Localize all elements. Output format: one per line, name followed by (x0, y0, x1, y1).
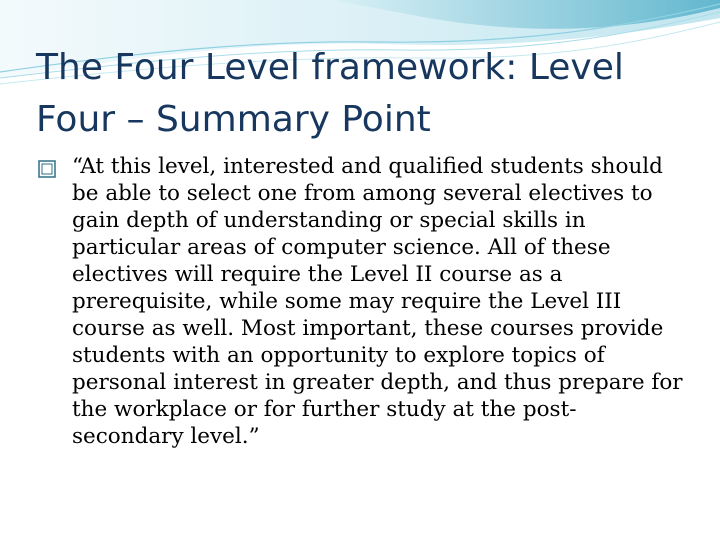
slide-title: The Four Level framework: Level Four – Summary Point (36, 47, 624, 140)
replacement-char-icon (38, 160, 64, 178)
bullet-point (38, 153, 688, 450)
body-quote-text: “At this level, interested and qualified students should be able to select one from among several electives to gain depth of understanding or special skills in particular areas of computer science. All of these electives will require the Level II course as a prerequisite, while some may require the Level III course as well. Most important, these courses provide students with an opportunity to explore topics of personal interest in greater depth, and thus prepare for the workplace or for further study at the post-secondary level.” (72, 154, 683, 449)
